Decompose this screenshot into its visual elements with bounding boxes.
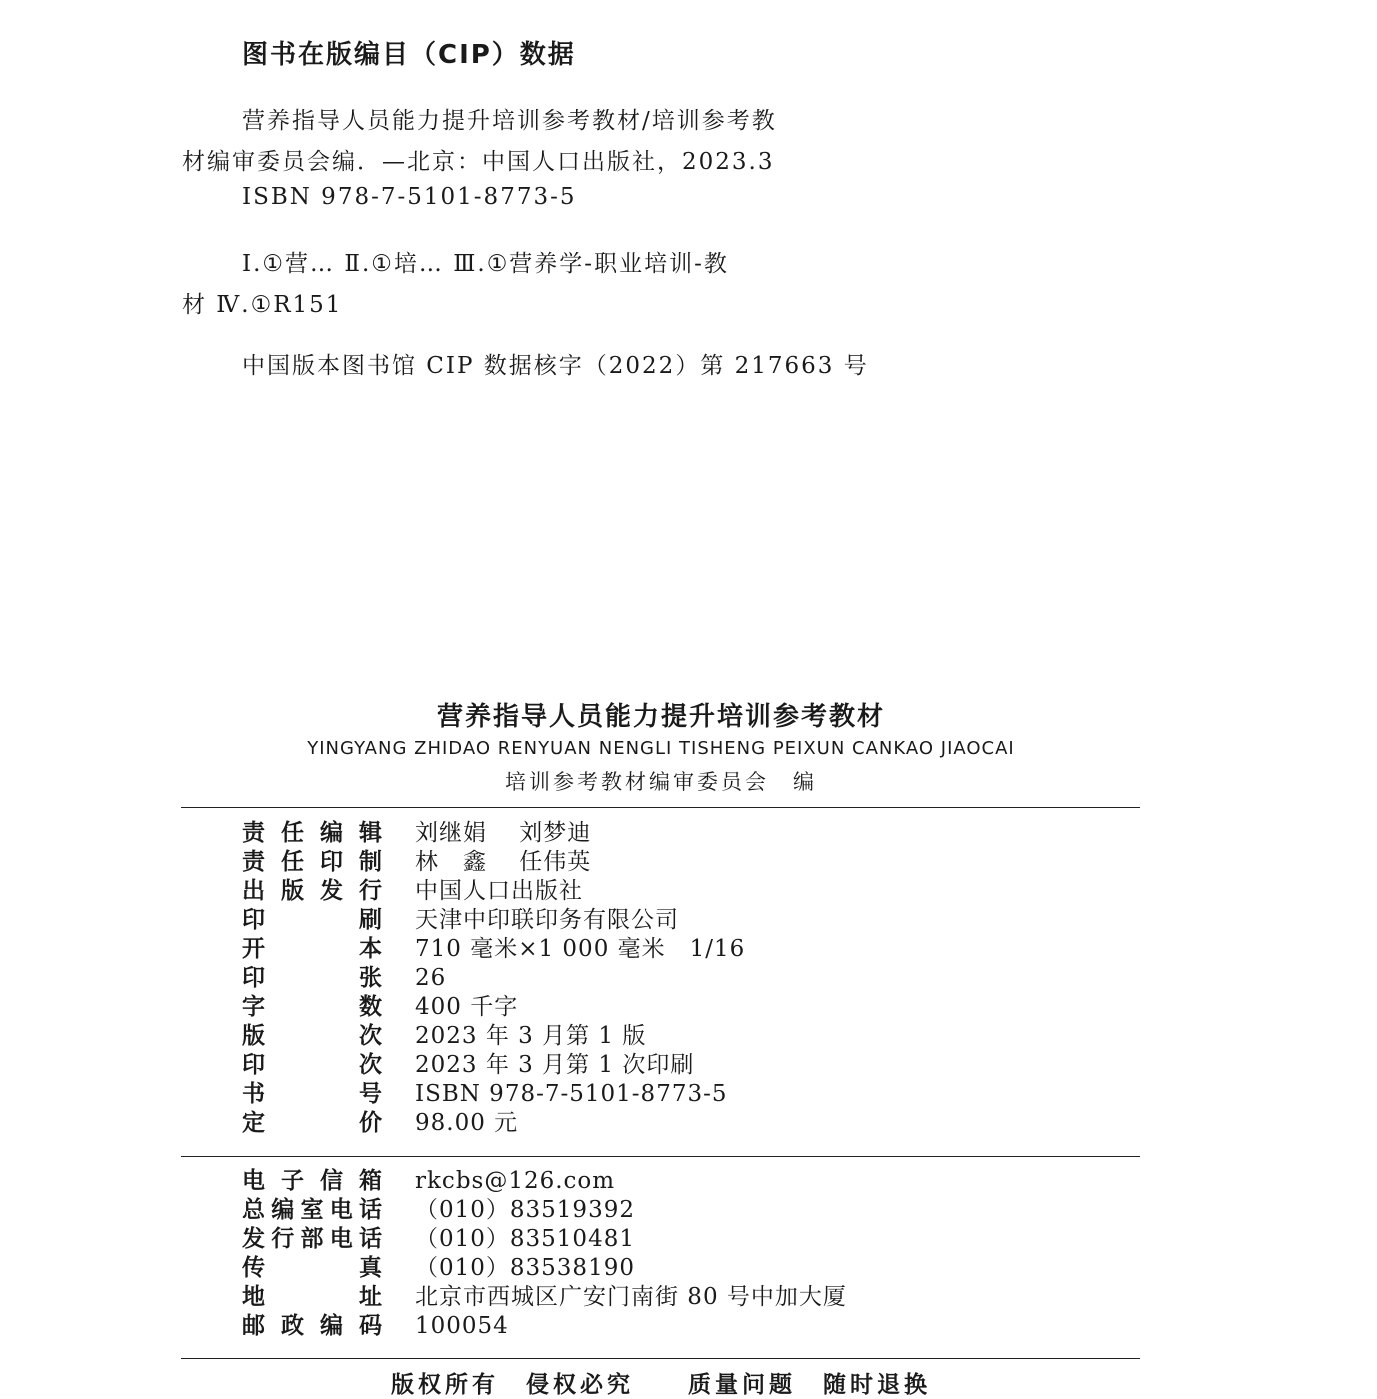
info-label: 传真 xyxy=(242,1255,382,1281)
cip-line-record-number: 中国版本图书馆 CIP 数据核字（2022）第 217663 号 xyxy=(242,353,869,379)
info-value: （010）83510481 xyxy=(415,1226,635,1252)
info-row-price xyxy=(242,1109,1140,1138)
divider-middle xyxy=(181,1156,1140,1157)
cip-line-classification-cont: 材 Ⅳ.①R151 xyxy=(182,292,343,318)
info-label: 发行部电话 xyxy=(242,1226,382,1252)
info-label: 总编室电话 xyxy=(242,1197,382,1223)
info-value: 北京市西城区广安门南街 80 号中加大厦 xyxy=(415,1284,847,1310)
info-row-responsible-editor xyxy=(242,819,1140,848)
info-row-publisher xyxy=(242,877,1140,906)
info-value: 400 千字 xyxy=(415,994,519,1020)
info-row-sheets xyxy=(242,964,1140,993)
cip-line-2: 材编审委员会编．—北京：中国人口出版社，2023.3 xyxy=(182,149,775,175)
info-row-editorial-phone xyxy=(242,1196,1140,1225)
info-value: 100054 xyxy=(415,1313,509,1339)
info-value: 林 鑫 任伟英 xyxy=(415,849,592,875)
info-label: 定价 xyxy=(242,1110,382,1136)
info-value: 中国人口出版社 xyxy=(415,878,583,904)
info-label: 责任印制 xyxy=(242,849,382,875)
info-row-isbn xyxy=(242,1080,1140,1109)
info-row-word-count xyxy=(242,993,1140,1022)
copyright-notice: 版权所有 侵权必究 质量问题 随时退换 xyxy=(391,1372,931,1398)
divider-top xyxy=(181,807,1140,808)
info-label: 出版发行 xyxy=(242,878,382,904)
info-label: 印张 xyxy=(242,965,382,991)
cip-line-1: 营养指导人员能力提升培训参考教材/培训参考教 xyxy=(242,108,777,134)
info-value: 2023 年 3 月第 1 次印刷 xyxy=(415,1052,695,1078)
info-row-fax xyxy=(242,1254,1140,1283)
info-label: 字数 xyxy=(242,994,382,1020)
book-title-pinyin: YINGYANG ZHIDAO RENYUAN NENGLI TISHENG PEIXUN CANKAO JIAOCAI xyxy=(307,738,1015,759)
info-label: 印次 xyxy=(242,1052,382,1078)
info-value: 26 xyxy=(415,965,447,991)
info-value: （010）83519392 xyxy=(415,1197,635,1223)
info-label: 邮政编码 xyxy=(242,1313,382,1339)
info-value: 2023 年 3 月第 1 版 xyxy=(415,1023,647,1049)
info-value: ISBN 978-7-5101-8773-5 xyxy=(415,1081,728,1107)
info-row-printing xyxy=(242,1051,1140,1080)
info-label: 地址 xyxy=(242,1284,382,1310)
info-value: （010）83538190 xyxy=(415,1255,635,1281)
book-editor: 培训参考教材编审委员会 编 xyxy=(505,770,817,794)
info-value: rkcbs@126.com xyxy=(415,1168,616,1194)
info-row-postal-code xyxy=(242,1312,1140,1341)
info-row-address xyxy=(242,1283,1140,1312)
info-value: 98.00 元 xyxy=(415,1110,519,1136)
cip-heading: 图书在版编目（CIP）数据 xyxy=(242,40,576,70)
info-label: 责任编辑 xyxy=(242,820,382,846)
info-value: 刘继娟 刘梦迪 xyxy=(415,820,592,846)
book-title: 营养指导人员能力提升培训参考教材 xyxy=(436,702,885,732)
divider-bottom xyxy=(181,1358,1140,1359)
info-label: 书号 xyxy=(242,1081,382,1107)
info-label: 开本 xyxy=(242,936,382,962)
info-label: 电子信箱 xyxy=(242,1168,382,1194)
info-label: 版次 xyxy=(242,1023,382,1049)
info-row-edition xyxy=(242,1022,1140,1051)
info-label: 印刷 xyxy=(242,907,382,933)
info-value: 710 毫米×1 000 毫米 1/16 xyxy=(415,936,746,962)
info-row-responsible-printing xyxy=(242,848,1140,877)
info-value: 天津中印联印务有限公司 xyxy=(415,907,679,933)
cip-line-isbn: ISBN 978-7-5101-8773-5 xyxy=(242,184,577,210)
info-row-distribution-phone xyxy=(242,1225,1140,1254)
info-row-email xyxy=(242,1167,1140,1196)
cip-line-classification: Ⅰ.①营… Ⅱ.①培… Ⅲ.①营养学-职业培训-教 xyxy=(242,251,729,277)
info-row-printer xyxy=(242,906,1140,935)
info-row-format xyxy=(242,935,1140,964)
